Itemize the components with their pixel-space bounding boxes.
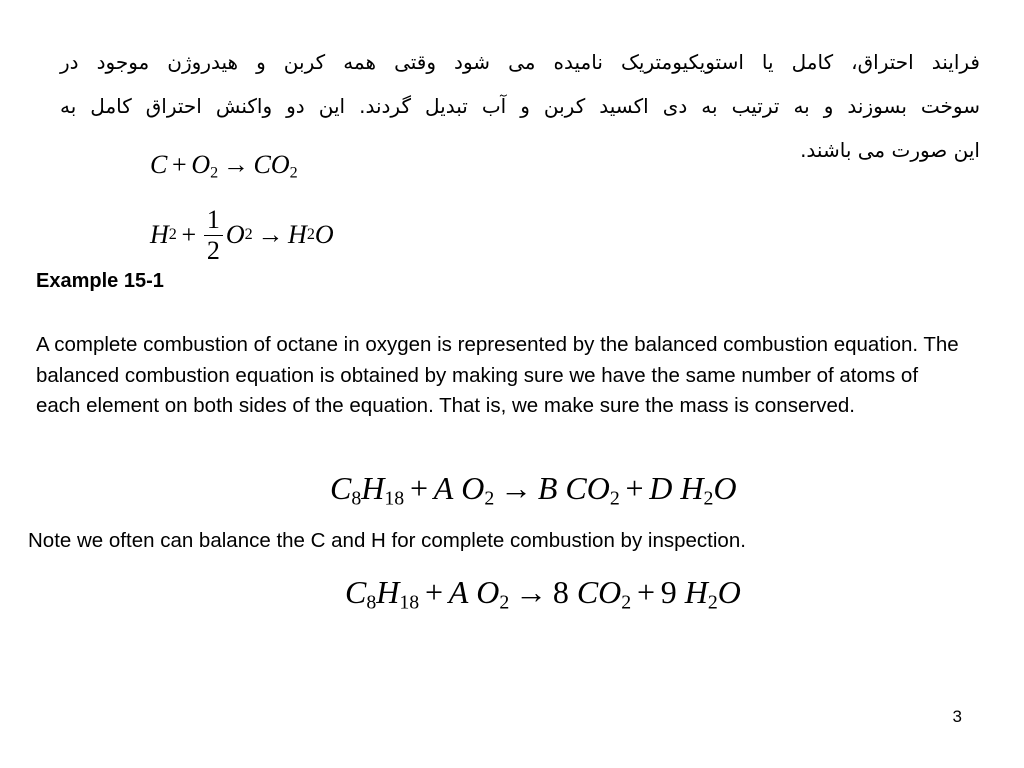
- persian-line-3: این صورت می باشند.: [800, 138, 980, 162]
- plus-sign: +: [424, 574, 443, 610]
- subscript: 2: [707, 591, 718, 614]
- eq-term: O: [191, 150, 211, 179]
- fraction-numerator: 1: [204, 205, 223, 236]
- subscript: 2: [210, 164, 219, 182]
- fraction-denominator: 2: [206, 235, 220, 265]
- eq-term: CO: [576, 574, 622, 610]
- eq-term: O: [713, 470, 737, 506]
- octane-general-equation: [330, 470, 737, 510]
- eq-term: C: [345, 574, 367, 610]
- coefficient: 8: [552, 574, 569, 610]
- subscript: 2: [289, 164, 298, 182]
- example-heading: Example 15-1: [36, 270, 164, 292]
- eq-term: CO: [253, 150, 290, 179]
- eq-term: H: [150, 220, 169, 249]
- plus-sign: +: [409, 470, 428, 506]
- carbon-combustion-equation: [150, 150, 298, 180]
- persian-line-1: فرایند احتراق، کامل یا استویکیومتریک نامیده می شود وقتی همه کربن و هیدروژن موجود در: [60, 50, 980, 74]
- eq-term: O: [476, 574, 500, 610]
- coefficient: B: [537, 470, 558, 506]
- persian-line-2: سوخت بسوزند و به ترتیب به دی اکسید کربن و آب تبدیل گردند. این دو واکنش احتراق کامل به: [60, 94, 980, 118]
- arrow-icon: →: [500, 470, 533, 506]
- eq-term: O: [461, 470, 485, 506]
- subscript: 18: [384, 487, 405, 510]
- coefficient: D: [649, 470, 673, 506]
- arrow-icon: →: [257, 220, 284, 249]
- eq-term: CO: [565, 470, 610, 506]
- subscript: 2: [484, 487, 495, 510]
- subscript: 2: [621, 591, 632, 614]
- eq-term: O: [314, 220, 334, 249]
- coefficient: 9: [660, 574, 677, 610]
- hydrogen-combustion-equation: H 2 + $\frac{1}{2}$ O 2 → H 2 O: [150, 204, 334, 265]
- plus-sign: +: [181, 220, 197, 249]
- octane-balanced-equation: [345, 574, 741, 614]
- plus-sign: +: [636, 574, 655, 610]
- eq-term: O: [225, 220, 245, 249]
- eq-term: C: [150, 150, 168, 179]
- subscript: 2: [499, 591, 510, 614]
- subscript: 2: [609, 487, 620, 510]
- example-paragraph: A complete combustion of octane in oxygen is represented by the balanced combustion equation. The balanced combustion equation is obtained by making sure we have the same number of atoms of each element on both sides of the equation. That is, we make sure the mass is conserved.: [36, 333, 959, 417]
- eq-term: H: [376, 574, 400, 610]
- subscript: 8: [351, 487, 362, 510]
- eq-term: H: [361, 470, 385, 506]
- eq-term: H: [680, 470, 704, 506]
- eq-term: H: [684, 574, 708, 610]
- subscript: 2: [703, 487, 714, 510]
- arrow-icon: →: [222, 150, 249, 179]
- plus-sign: +: [625, 470, 644, 506]
- arrow-icon: →: [515, 574, 548, 610]
- eq-term: C: [330, 470, 352, 506]
- page-number: 3: [952, 707, 962, 726]
- eq-term: H: [288, 220, 307, 249]
- inspection-note: Note we often can balance the C and H for complete combustion by inspection.: [28, 529, 746, 552]
- eq-term: O: [717, 574, 741, 610]
- plus-sign: +: [172, 150, 187, 179]
- subscript: 8: [366, 591, 377, 614]
- coefficient: A: [448, 574, 469, 610]
- fraction-one-half: [204, 205, 223, 266]
- coefficient: A: [433, 470, 454, 506]
- subscript: 18: [399, 591, 420, 614]
